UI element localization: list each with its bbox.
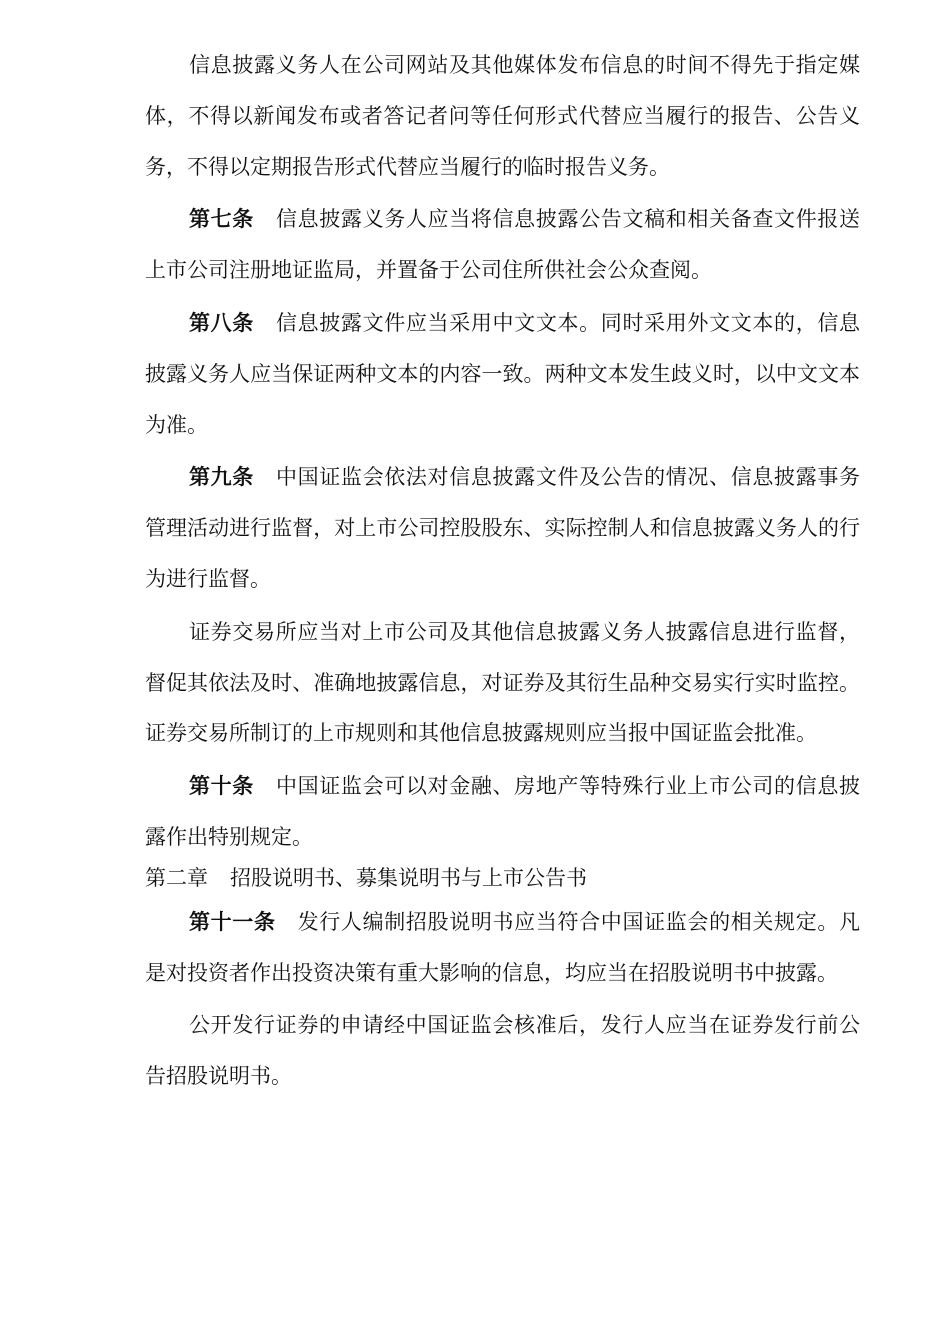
article-10 bbox=[145, 761, 860, 863]
article-number: 第九条 bbox=[189, 464, 254, 490]
chapter-number: 第二章 bbox=[145, 865, 208, 890]
paragraph-media-timing bbox=[145, 40, 860, 192]
paragraph-text: 信息披露文件应当采用中文文本。同时采用外文文本的，信息披露义务人应当保证两种文本的内容一致。两种文本发生歧义时，以中文文本为准。 bbox=[145, 310, 861, 437]
article-number: 第十条 bbox=[189, 773, 254, 799]
paragraph-stock-exchange bbox=[145, 607, 860, 759]
document-page bbox=[145, 40, 860, 1104]
article-8 bbox=[145, 298, 860, 450]
chapter-title: 招股说明书、募集说明书与上市公告书 bbox=[230, 865, 587, 890]
paragraph-text: 中国证监会依法对信息披露文件及公告的情况、信息披露事务管理活动进行监督，对上市公司控股股东、实际控制人和信息披露义务人的行为进行监督。 bbox=[145, 465, 861, 591]
article-number: 第七条 bbox=[189, 206, 254, 232]
chapter-heading bbox=[145, 855, 860, 901]
article-7 bbox=[145, 194, 860, 296]
article-number: 第十一条 bbox=[189, 908, 276, 934]
paragraph-prospectus-publication bbox=[145, 1000, 860, 1102]
paragraph-text: 公开发行证券的申请经中国证监会核准后，发行人应当在证券发行前公告招股说明书。 bbox=[145, 1013, 860, 1089]
paragraph-text: 信息披露义务人在公司网站及其他媒体发布信息的时间不得先于指定媒体，不得以新闻发布或者答记者问等任何形式代替应当履行的报告、公告义务，不得以定期报告形式代替应当履行的临时报告义务。 bbox=[145, 53, 860, 179]
paragraph-text: 信息披露义务人应当将信息披露公告文稿和相关备查文件报送上市公司注册地证监局，并置备于公司住所供社会公众查阅。 bbox=[145, 207, 861, 283]
paragraph-text: 发行人编制招股说明书应当符合中国证监会的相关规定。凡是对投资者作出投资决策有重大影响的信息，均应当在招股说明书中披露。 bbox=[145, 909, 861, 985]
paragraph-text: 证券交易所应当对上市公司及其他信息披露义务人披露信息进行监督，督促其依法及时、准确地披露信息，对证券及其衍生品种交易实行实时监控。证券交易所制订的上市规则和其他信息披露规则应当报中国证监会批准。 bbox=[145, 619, 860, 746]
paragraph-text: 中国证监会可以对金融、房地产等特殊行业上市公司的信息披露作出特别规定。 bbox=[145, 774, 861, 849]
article-11 bbox=[145, 897, 860, 999]
article-9 bbox=[145, 452, 860, 604]
article-number: 第八条 bbox=[189, 309, 254, 335]
